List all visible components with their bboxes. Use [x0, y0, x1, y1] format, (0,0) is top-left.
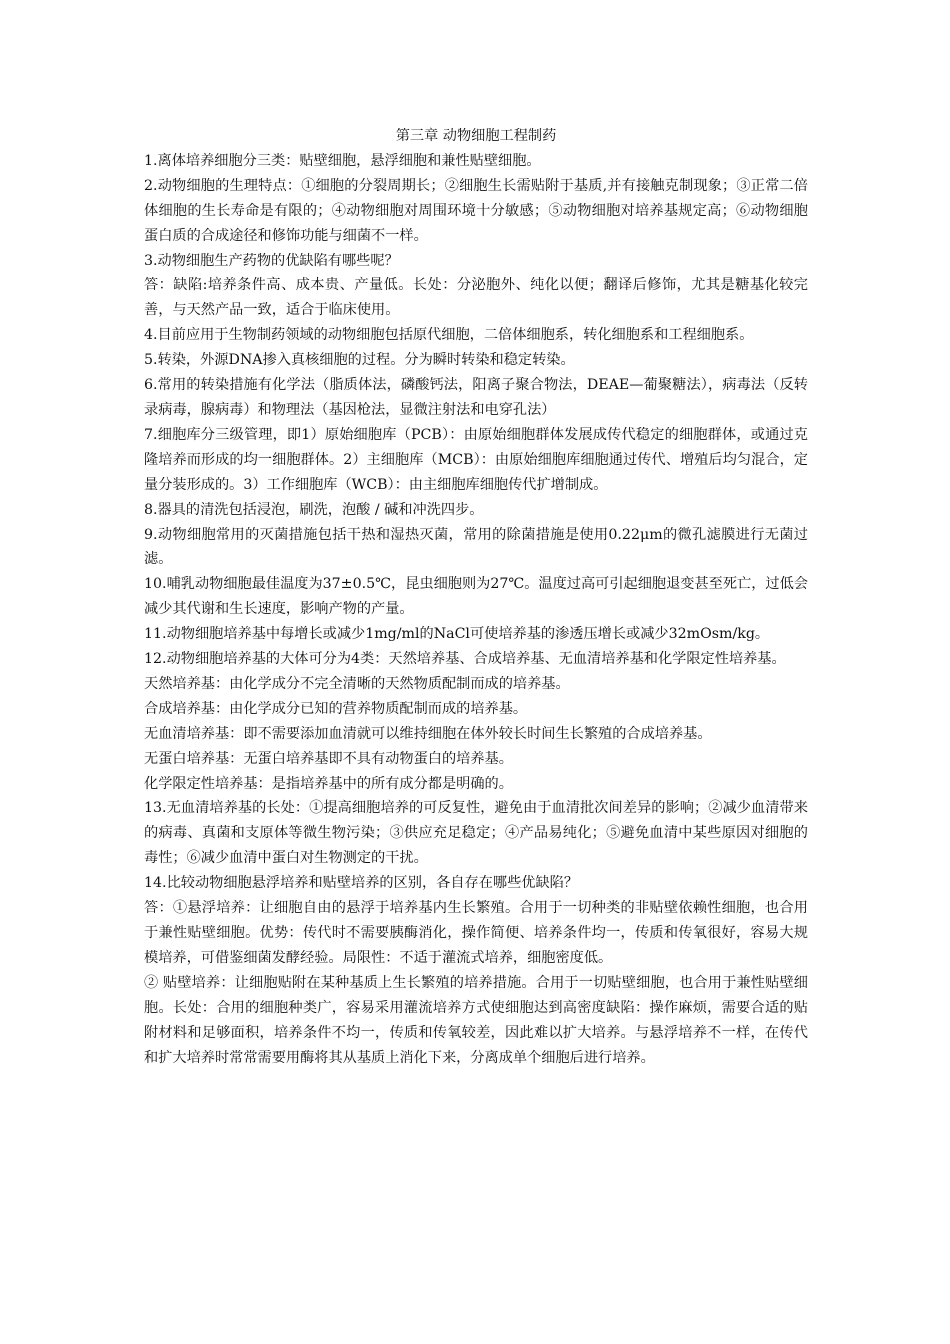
paragraph: 12.动物细胞培养基的大体可分为4类：天然培养基、合成培养基、无血清培养基和化学限定性培养基。	[144, 651, 786, 668]
paragraph: 9.动物细胞常用的灭菌措施包括干热和湿热灭菌，常用的除菌措施是使用0.22μm的微孔滤膜进行无菌过滤。	[144, 526, 808, 568]
paragraph: 合成培养基：由化学成分已知的营养物质配制而成的培养基。	[144, 700, 528, 717]
paragraph: 天然培养基：由化学成分不完全清晰的天然物质配制而成的培养基。	[144, 675, 570, 692]
paragraph: ② 贴壁培养：让细胞贴附在某种基质上生长繁殖的培养措施。合用于一切贴壁细胞，也合用于兼性贴壁细胞。长处：合用的细胞种类广，容易采用灌流培养方式使细胞达到高密度缺陷：操作麻烦，需要合适的贴附材料和足够面积，培养条件不均一，传质和传氧较差，因此难以扩大培养。与悬浮培养不一样，在传代和扩大培养时常常需要用酶将其从基质上消化下来，分离成单个细胞后进行培养。	[144, 974, 808, 1066]
chapter-title: 第三章 动物细胞工程制药	[395, 128, 557, 144]
paragraph: 1.离体培养细胞分三类：贴壁细胞，悬浮细胞和兼性贴壁细胞。	[144, 152, 541, 169]
paragraph: 无血清培养基：即不需要添加血清就可以维持细胞在体外较长时间生长繁殖的合成培养基。	[144, 725, 712, 742]
paragraph: 5.转染，外源DNA掺入真核细胞的过程。分为瞬时转染和稳定转染。	[144, 352, 575, 369]
paragraph: 13.无血清培养基的长处：①提高细胞培养的可反复性，避免由于血清批次间差异的影响；②减少血清带来的病毒、真菌和支原体等微生物污染；③供应充足稳定；④产品易纯化；⑤避免血清中某些原因对细胞的毒性；⑥减少血清中蛋白对生物测定的干扰。	[144, 800, 808, 867]
paragraph: 2.动物细胞的生理特点：①细胞的分裂周期长；②细胞生长需贴附于基质,并有接触克制现象；③正常二倍体细胞的生长寿命是有限的；④动物细胞对周围环境十分敏感；⑤动物细胞对培养基规定高；⑥动物细胞蛋白质的合成途径和修饰功能与细菌不一样。	[144, 177, 808, 244]
document-page	[144, 124, 808, 1070]
paragraph: 14.比较动物细胞悬浮培养和贴壁培养的区别，各自存在哪些优缺陷？	[144, 875, 579, 892]
paragraph: 答：缺陷:培养条件高、成本贵、产量低。长处：分泌胞外、纯化以便；翻译后修饰，尤其是糖基化较完善，与天然产品一致，适合于临床使用。	[144, 277, 808, 319]
paragraph: 11.动物细胞培养基中每增长或减少1mg/ml的NaCl可使培养基的渗透压增长或减少32mOsm/kg。	[144, 626, 770, 643]
paragraph: 10.哺乳动物细胞最佳温度为37±0.5℃，昆虫细胞则为27℃。温度过高可引起细胞退变甚至死亡，过低会减少其代谢和生长速度，影响产物的产量。	[144, 576, 808, 618]
paragraph: 6.常用的转染措施有化学法（脂质体法，磷酸钙法，阳离子聚合物法，DEAE—葡聚糖法），病毒法（反转录病毒，腺病毒）和物理法（基因枪法，显微注射法和电穿孔法）	[144, 377, 808, 418]
paragraph: 无蛋白培养基：无蛋白培养基即不具有动物蛋白的培养基。	[144, 750, 513, 767]
paragraph: 答：①悬浮培养：让细胞自由的悬浮于培养基内生长繁殖。合用于一切种类的非贴壁依赖性细胞，也合用于兼性贴壁细胞。优势：传代时不需要胰酶消化，操作简便、培养条件均一，传质和传氧很好，容易大规模培养，可借鉴细菌发酵经验。局限性：不适于灌流式培养，细胞密度低。	[144, 900, 808, 966]
paragraph: 8.器具的清洗包括浸泡，刷洗，泡酸 / 碱和冲洗四步。	[144, 501, 484, 518]
paragraph: 化学限定性培养基：是指培养基中的所有成分都是明确的。	[144, 775, 513, 792]
paragraph: 3.动物细胞生产药物的优缺陷有哪些呢？	[144, 252, 399, 269]
paragraph: 4.目前应用于生物制药领域的动物细胞包括原代细胞，二倍体细胞系，转化细胞系和工程细胞系。	[144, 327, 754, 344]
paragraph: 7.细胞库分三级管理，即1）原始细胞库（PCB）：由原始细胞群体发展成传代稳定的细胞群体，或通过克隆培养而形成的均一细胞群体。2）主细胞库（MCB）：由原始细胞库细胞通过传代、增殖后均匀混合，定量分装形成的。3）工作细胞库（WCB）：由主细胞库细胞传代扩增制成。	[144, 426, 808, 493]
